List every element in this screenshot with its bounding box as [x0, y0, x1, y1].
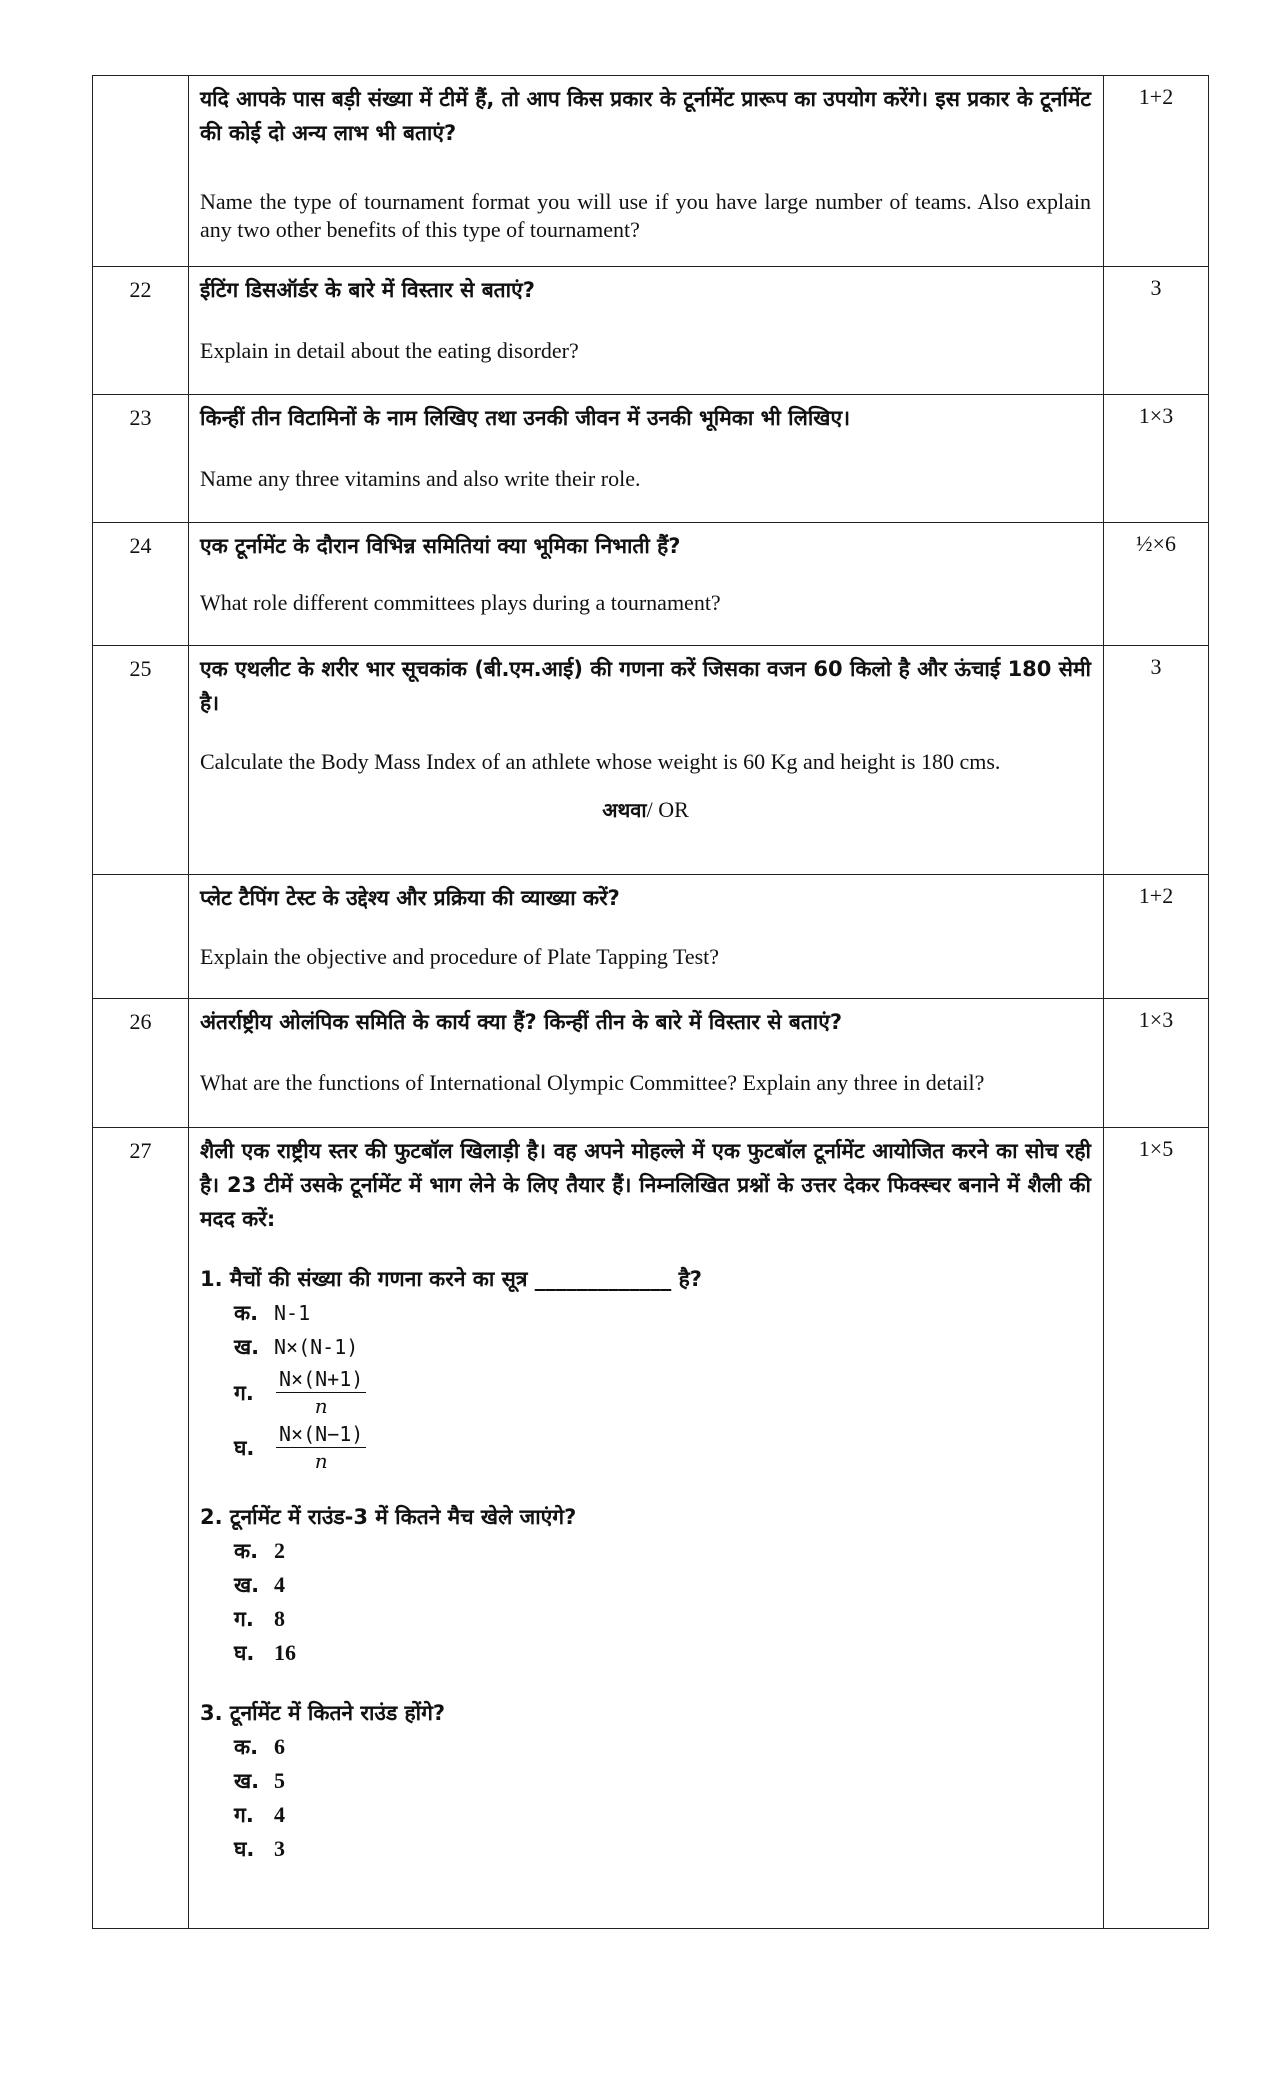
option-b: [234, 1568, 1091, 1602]
option-text: 8: [274, 1606, 285, 1631]
option-label: क.: [234, 1539, 259, 1563]
option-label: क.: [234, 1735, 259, 1759]
option-label: ख.: [234, 1335, 260, 1359]
option-text: 4: [274, 1802, 285, 1827]
option-c: [234, 1602, 1091, 1636]
options-list: [234, 1730, 1091, 1866]
question-number: 23: [93, 395, 189, 523]
question-text-hindi: शैली एक राष्ट्रीय स्तर की फुटबॉल खिलाड़ी है। वह अपने मोहल्ले में एक फुटबॉल टूर्नामेंट आयोजित करने का सोच रही है। 23 टीमें उसके टूर्नामेंट में भाग लेने के लिए तैयार हैं। निम्नलिखित प्रश्नों के उत्तर देकर फिक्स्चर बनाने में शैली की मदद करें:: [200, 1139, 1091, 1231]
option-d: [234, 1832, 1091, 1866]
question-marks: ½×6: [1104, 523, 1209, 646]
sub-question-3: 3. टूर्नामेंट में कितने राउंड होंगे?: [200, 1701, 446, 1725]
question-number: 22: [93, 267, 189, 395]
option-text: 4: [274, 1572, 285, 1597]
options-list: [234, 1296, 1091, 1474]
fraction-denominator: n: [314, 1394, 328, 1418]
question-text-hindi: प्लेट टैपिंग टेस्ट के उद्देश्य और प्रक्रिया की व्याख्या करें?: [200, 886, 620, 910]
fraction-formula: [276, 1366, 366, 1419]
option-a: [234, 1296, 1091, 1330]
option-a: [234, 1730, 1091, 1764]
question-cell: [189, 76, 1104, 267]
question-text-hindi: ईटिंग डिसऑर्डर के बारे में विस्तार से बताएं?: [200, 278, 535, 302]
question-cell: [189, 395, 1104, 523]
or-english: / OR: [646, 797, 689, 822]
option-label: ग.: [234, 1803, 254, 1827]
question-text-hindi: यदि आपके पास बड़ी संख्या में टीमें हैं, तो आप किस प्रकार के टूर्नामेंट प्रारूप का उपयोग करेंगे। इस प्रकार के टूर्नामेंट की कोई दो अन्य लाभ भी बताएं?: [200, 87, 1091, 145]
question-number: 25: [93, 646, 189, 875]
sub-question-1: 1. मैचों की संख्या की गणना करने का सूत्र _____________ है?: [200, 1267, 702, 1291]
option-label: घ.: [234, 1837, 255, 1861]
question-marks: 1+2: [1104, 875, 1209, 999]
option-label: ख.: [234, 1769, 260, 1793]
or-hindi: अथवा: [602, 798, 647, 822]
question-marks: 1×3: [1104, 999, 1209, 1128]
question-text-english: Name any three vitamins and also write their role.: [200, 466, 641, 491]
question-number: [93, 875, 189, 999]
question-marks: 1×5: [1104, 1128, 1209, 1929]
question-text-english: What are the functions of International Olympic Committee? Explain any three in detail?: [200, 1070, 985, 1095]
option-text: 2: [274, 1538, 285, 1563]
fraction-denominator: n: [314, 1449, 328, 1473]
question-marks: 3: [1104, 646, 1209, 875]
question-cell: [189, 1128, 1104, 1929]
option-text: N-1: [274, 1301, 311, 1325]
option-label: घ.: [234, 1435, 255, 1460]
option-d: [234, 1421, 1091, 1474]
question-cell: [189, 267, 1104, 395]
option-d: [234, 1636, 1091, 1670]
question-cell: [189, 999, 1104, 1128]
question-text-hindi: एक एथलीट के शरीर भार सूचकांक (बी.एम.आई) की गणना करें जिसका वजन 60 किलो है और ऊंचाई 180 सेमी है।: [200, 657, 1091, 715]
option-label: घ.: [234, 1641, 255, 1665]
fraction-numerator: N×(N−1): [276, 1421, 366, 1448]
question-text-english: What role different committees plays during a tournament?: [200, 590, 721, 615]
question-row: [93, 999, 1209, 1128]
question-row: [93, 646, 1209, 875]
question-number: [93, 76, 189, 267]
fraction-numerator: N×(N+1): [276, 1366, 366, 1393]
option-label: ग.: [234, 1380, 254, 1405]
sub-question-2: 2. टूर्नामेंट में राउंड-3 में कितने मैच खेले जाएंगे?: [200, 1505, 577, 1529]
question-number: 27: [93, 1128, 189, 1929]
option-a: [234, 1534, 1091, 1568]
option-label: ग.: [234, 1607, 254, 1631]
question-text-english: Name the type of tournament format you will use if you have large number of teams. Also explain any two other benefits of this type of tournament?: [200, 189, 1091, 242]
question-table: [92, 75, 1209, 1929]
question-text-english: Explain the objective and procedure of Plate Tapping Test?: [200, 944, 720, 969]
question-row: [93, 76, 1209, 267]
question-number: 26: [93, 999, 189, 1128]
option-text: 16: [274, 1640, 296, 1665]
option-text: 5: [274, 1768, 285, 1793]
question-row: [93, 1128, 1209, 1929]
question-text-hindi: एक टूर्नामेंट के दौरान विभिन्न समितियां क्या भूमिका निभाती हैं?: [200, 534, 681, 558]
option-text: N×(N-1): [274, 1335, 359, 1359]
question-row: [93, 267, 1209, 395]
option-text: 6: [274, 1734, 285, 1759]
option-c: [234, 1798, 1091, 1832]
question-text-english: Calculate the Body Mass Index of an athlete whose weight is 60 Kg and height is 180 cms.: [200, 749, 1001, 774]
option-b: [234, 1764, 1091, 1798]
question-text-hindi: किन्हीं तीन विटामिनों के नाम लिखिए तथा उनकी जीवन में उनकी भूमिका भी लिखिए।: [200, 406, 851, 430]
option-c: [234, 1366, 1091, 1419]
question-text-english: Explain in detail about the eating disorder?: [200, 338, 579, 363]
option-text: 3: [274, 1836, 285, 1861]
question-row: [93, 523, 1209, 646]
question-number: 24: [93, 523, 189, 646]
or-separator: [200, 796, 1091, 823]
option-b: [234, 1330, 1091, 1364]
fraction-formula: [276, 1421, 366, 1474]
question-cell: [189, 523, 1104, 646]
question-cell: [189, 875, 1104, 999]
question-marks: 1×3: [1104, 395, 1209, 523]
question-marks: 1+2: [1104, 76, 1209, 267]
question-row: [93, 395, 1209, 523]
question-row: [93, 875, 1209, 999]
options-list: [234, 1534, 1091, 1670]
option-label: क.: [234, 1301, 259, 1325]
question-cell: [189, 646, 1104, 875]
question-marks: 3: [1104, 267, 1209, 395]
option-label: ख.: [234, 1573, 260, 1597]
question-text-hindi: अंतर्राष्ट्रीय ओलंपिक समिति के कार्य क्या हैं? किन्हीं तीन के बारे में विस्तार से बताएं?: [200, 1010, 843, 1034]
